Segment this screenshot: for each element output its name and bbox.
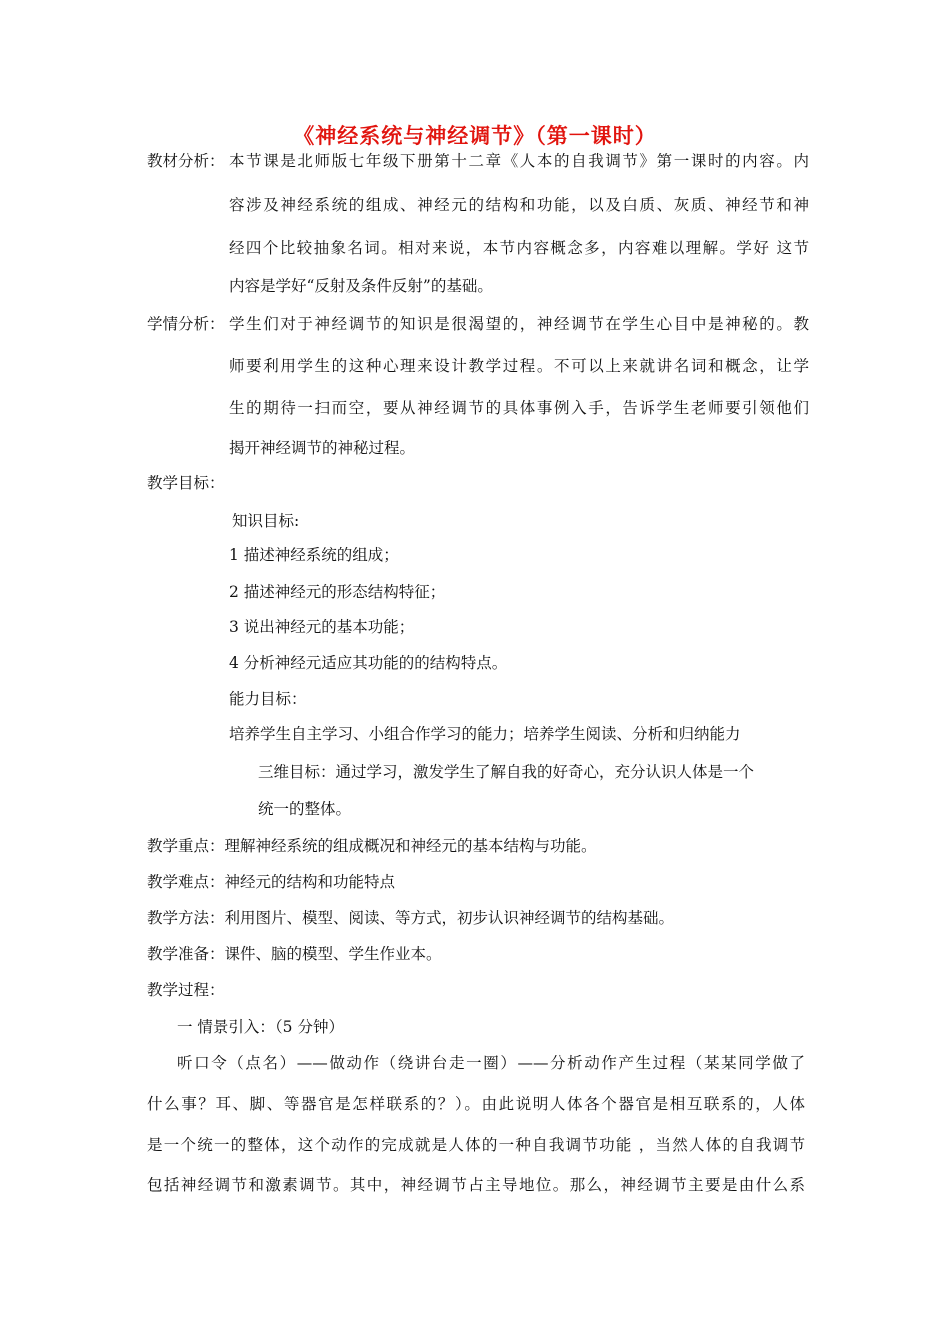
knowledge-item-3: 3 说出神经元的基本功能； [229, 618, 415, 636]
section-1-heading: 一 情景引入：（5 分钟） [177, 1018, 344, 1036]
key-point-label: 教学重点： [147, 837, 225, 855]
preparation-label: 教学准备： [147, 945, 225, 963]
difficulty-label: 教学难点： [147, 873, 225, 891]
knowledge-item-1: 1 描述神经系统的组成； [229, 546, 399, 564]
ability-goals-text: 培养学生自主学习、小组合作学习的能力；培养学生阅读、分析和归纳能力 [229, 725, 741, 743]
process-para-line-4: 包括神经调节和激素调节。其中，神经调节占主导地位。那么，神经调节主要是由什么系 [147, 1176, 805, 1194]
knowledge-item-4: 4 分析神经元适应其功能的的结构特点。 [229, 654, 508, 672]
key-point-row [147, 836, 597, 856]
student-analysis-label: 学情分析： [147, 315, 225, 333]
knowledge-goals-label: 知识目标: [232, 512, 300, 530]
student-line-3: 生的期待一扫而空，要从神经调节的具体事例入手，告诉学生老师要引领他们 [229, 399, 809, 417]
process-para-line-2: 什么事？耳、脚、等器官是怎样联系的？）。由此说明人体各个器官是相互联系的，人体 [147, 1095, 805, 1113]
three-d-goals-line-2: 统一的整体。 [258, 800, 352, 818]
goals-label: 教学目标： [147, 474, 225, 492]
ability-goals-label: 能力目标： [229, 690, 307, 708]
material-analysis-label: 教材分析： [147, 152, 225, 170]
preparation-row [147, 944, 442, 964]
material-line-2: 容涉及神经系统的组成、神经元的结构和功能，以及白质、灰质、神经节和神 [229, 196, 809, 214]
material-line-3: 经四个比较抽象名词。相对来说，本节内容概念多，内容难以理解。学好 这节 [229, 239, 809, 257]
preparation-text: 课件、脑的模型、学生作业本。 [224, 945, 442, 963]
student-line-4: 揭开神经调节的神秘过程。 [229, 439, 416, 457]
method-text: 利用图片、模型、阅读、等方式，初步认识神经调节的结构基础。 [224, 909, 675, 927]
process-para-line-3: 是一个统一的整体，这个动作的完成就是人体的一种自我调节功能 ，当然人体的自我调节 [147, 1136, 805, 1154]
document-title: 《神经系统与神经调节》（第一课时） [293, 123, 657, 148]
difficulty-row [147, 872, 395, 892]
material-line-4: 内容是学好“反射及条件反射”的基础。 [229, 277, 493, 295]
process-label: 教学过程： [147, 981, 225, 999]
material-line-1: 本节课是北师版七年级下册第十二章《人本的自我调节》第一课时的内容。内 [229, 152, 809, 170]
student-line-1: 学生们对于神经调节的知识是很渴望的，神经调节在学生心目中是神秘的。教 [229, 315, 809, 333]
method-row [147, 908, 674, 928]
process-para-line-1: 听口令（点名）——做动作（绕讲台走一圈）——分析动作产生过程（某某同学做了 [177, 1054, 805, 1072]
three-d-goals-line-1: 三维目标：通过学习，激发学生了解自我的好奇心，充分认识人体是一个 [258, 763, 755, 781]
key-point-text: 理解神经系统的组成概况和神经元的基本结构与功能。 [224, 837, 597, 855]
student-line-2: 师要利用学生的这种心理来设计教学过程。不可以上来就讲名词和概念，让学 [229, 357, 809, 375]
difficulty-text: 神经元的结构和功能特点 [224, 873, 396, 891]
knowledge-item-2: 2 描述神经元的形态结构特征； [229, 583, 446, 601]
method-label: 教学方法： [147, 909, 225, 927]
